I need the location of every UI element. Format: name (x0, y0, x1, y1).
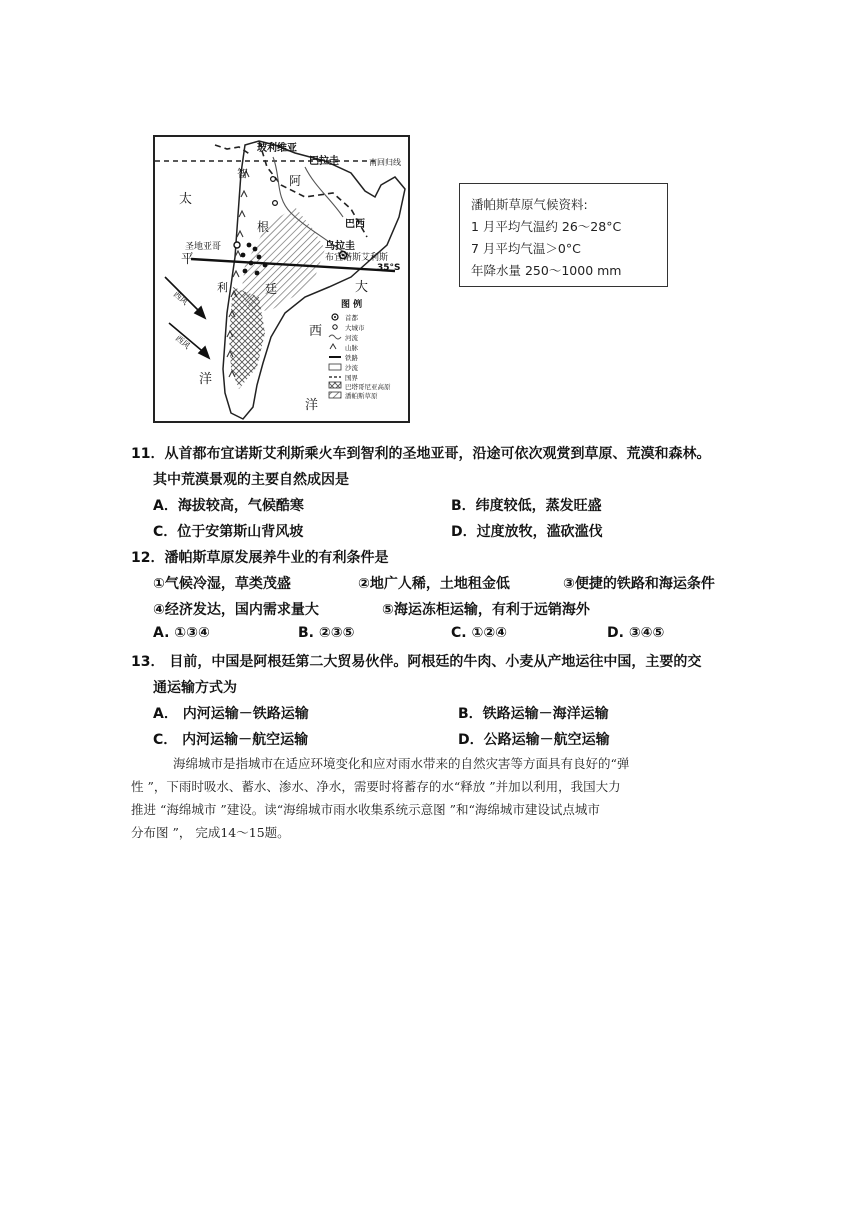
label-buenos-aires: 布宜诺斯艾利斯 (325, 253, 389, 263)
climate-jul-temp: 7 月平均气温＞0°C (471, 241, 581, 256)
climate-jan-temp: 1 月平均气温约 26～28°C (471, 219, 622, 234)
label-argentina-2: 根 (257, 220, 270, 234)
legend-item-city: 大城市 (345, 324, 365, 332)
question-13-option-a: A． 内河运输－铁路运输 (153, 706, 309, 722)
legend-title: 图 例 (341, 300, 363, 310)
label-chile-1: 智 (237, 167, 248, 180)
santiago-icon (234, 242, 240, 248)
question-11-stem-cont: 其中荒漠景观的主要自然成因是 (153, 472, 349, 488)
question-12-statement-1: ①气候冷湿，草类茂盛 (153, 576, 291, 592)
intro-line-1: 海绵城市是指城市在适应环境变化和应对雨水带来的自然灾害等方面具有良好的“弹 (173, 756, 630, 771)
label-brazil: 巴西 (345, 219, 365, 230)
question-12-statement-3: ③便捷的铁路和海运条件 (563, 576, 715, 592)
question-11-option-b: B．纬度较低，蒸发旺盛 (451, 498, 602, 514)
question-12-statement-5: ⑤海运冻柜运输，有利于远销海外 (382, 602, 590, 618)
question-12-option-a: A. ①③④ (153, 625, 210, 641)
label-paraguay: 巴拉圭 (309, 156, 339, 167)
label-tropic: 南回归线 (369, 158, 401, 167)
climate-title: 潘帕斯草原气候资料: (471, 197, 588, 212)
question-11-stem: 11．从首都布宜诺斯艾利斯乘火车到智利的圣地亚哥，沿途可依次观赏到草原、荒漠和森林。 (131, 446, 711, 462)
question-11-option-c: C．位于安第斯山背风坡 (153, 524, 304, 540)
climate-data-box (459, 183, 668, 287)
label-westerly-2: 西风 (173, 333, 192, 351)
label-uruguay: 乌拉圭 (325, 241, 355, 252)
question-13-stem: 13． 目前，中国是阿根廷第二大贸易伙伴。阿根廷的牛肉、小麦从产地运往中国，主要的交 (131, 654, 702, 670)
border-line-2 (215, 145, 251, 155)
question-13-stem-cont: 通运输方式为 (153, 680, 237, 696)
question-12-option-b: B. ②③⑤ (298, 625, 355, 641)
question-12-statement-2: ②地广人稀，土地租金低 (358, 576, 510, 592)
label-chile-2: 利 (217, 281, 228, 294)
label-atlantic-3: 洋 (305, 398, 319, 413)
label-pacific-1: 太 (179, 192, 193, 207)
label-atlantic-2: 西 (309, 324, 323, 339)
map-legend (329, 298, 391, 400)
label-lat35: 35°S (377, 263, 401, 273)
map-drawing (155, 137, 408, 421)
legend-item-sand: 沙流 (345, 364, 358, 372)
label-pacific-3: 洋 (199, 372, 213, 387)
label-pacific-2: 平 (181, 252, 195, 267)
legend-item-mountain: 山脉 (345, 344, 358, 352)
question-12-option-c: C. ①②④ (451, 625, 508, 641)
argentina-map (153, 135, 410, 423)
legend-item-river: 河流 (345, 334, 358, 342)
legend-item-capital: 首都 (345, 314, 358, 322)
legend-item-patagonia: 巴塔哥尼亚高原 (345, 383, 391, 391)
river-2 (305, 167, 343, 217)
intro-line-4: 分布图 ”， 完成14～15题。 (131, 825, 290, 840)
question-13-option-c: C． 内河运输－航空运输 (153, 732, 309, 748)
climate-precipitation: 年降水量 250～1000 mm (471, 263, 622, 278)
label-westerly-1: 西风 (171, 289, 190, 307)
intro-line-2: 性 ”，下雨时吸水、蓄水、渗水、净水，需要时将蓄存的水“释放 ”并加以利用，我国大力 (131, 779, 621, 794)
question-13-option-b: B．铁路运输－海洋运输 (458, 706, 609, 722)
label-argentina-3: 廷 (265, 282, 278, 296)
question-11-option-d: D．过度放牧，滥砍滥伐 (451, 524, 603, 540)
label-santiago: 圣地亚哥 (185, 242, 222, 252)
question-12-statement-4: ④经济发达，国内需求量大 (153, 602, 319, 618)
legend-item-pampas: 潘帕斯草原 (345, 392, 378, 400)
intro-line-3: 推进 “海绵城市 ”建设。读“海绵城市雨水收集系统示意图 ”和“海绵城市建设试点城市 (131, 802, 600, 817)
label-bolivia: 玻利维亚 (257, 143, 297, 154)
label-argentina-1: 阿 (289, 174, 302, 188)
legend-item-border: 国界 (345, 374, 358, 382)
legend-item-railway: 铁路 (345, 354, 358, 362)
question-11-option-a: A．海拔较高，气候酷寒 (153, 498, 304, 514)
label-atlantic-1: 大 (355, 280, 369, 295)
question-13-option-d: D．公路运输－航空运输 (458, 732, 610, 748)
question-12-stem: 12．潘帕斯草原发展养牛业的有利条件是 (131, 550, 389, 566)
question-12-option-d: D. ③④⑤ (607, 625, 665, 641)
